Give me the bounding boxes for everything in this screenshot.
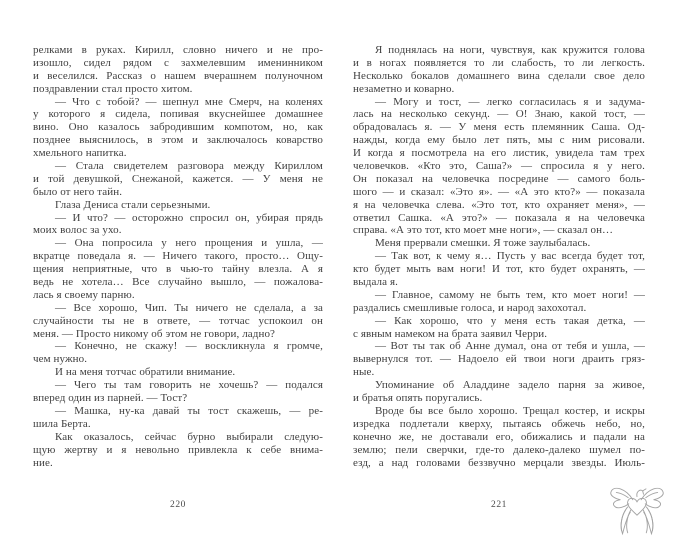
text-line: — Чего ты там говорить не хочешь? — подался (55, 379, 323, 392)
text-line: — Что с тобой? — шепнул мне Смерч, на коленях (55, 95, 323, 108)
text-line: Глаза Дениса стали серьезными. (55, 198, 211, 211)
left-page-number: 220 (169, 500, 187, 510)
text-line: шила Берта. (33, 417, 91, 430)
text-line: меня. — Просто никому об этом не говори, ладно? (33, 327, 276, 340)
text-line: чем нужно. (33, 353, 88, 366)
text-line: — Могу и тост, — легко согласилась я и задума- (375, 95, 645, 108)
text-line: ответил Сашка. «А это?» — показала я на человечка (353, 211, 645, 224)
text-line: вперед один из парней. — Тост? (33, 392, 188, 405)
text-line: ные. (353, 366, 375, 379)
winged-heart-ornament-icon (606, 480, 668, 538)
text-line: релками в руках. Кирилл, словно ничего и не про- (33, 44, 323, 56)
text-line: Меня прервали смешки. Я тоже заулыбалась. (375, 237, 591, 250)
text-line: с явным намеком на брата заявил Черри. (353, 327, 548, 340)
text-line: обрадовалась я. — У меня есть племянник Саша. Од- (353, 121, 645, 134)
text-line: Он показал на человечка посредине — самого боль- (353, 172, 645, 185)
text-line: раздались смешливые голоса, и народ захохотал. (353, 301, 587, 314)
text-line: хмельного напитка. (33, 147, 127, 160)
text-line: я на человечка слева. «Это тот, кто охраняет меня», — (353, 198, 645, 211)
text-line: — И что? — осторожно спросил он, убирая прядь (55, 211, 323, 224)
text-line: лась на несколько секунд. — О! Знаю, какой тост, — (353, 108, 645, 121)
text-line: незаметно и коварно. (353, 82, 455, 95)
text-line: Вроде бы все было хорошо. Трещал костер, и искры (375, 404, 645, 417)
text-line: И на меня тотчас обратили внимание. (55, 366, 236, 379)
text-line: вывернулся тот. — Надоело ей твои ноги драить гряз- (353, 353, 645, 366)
text-line: и братья опять поругались. (353, 392, 483, 405)
text-line: и той девушкой, Снежаной, кажется. — У меня не (33, 172, 323, 185)
text-line: шого — и сказал: «Это я». — «А это кто?» — показала (353, 185, 645, 198)
text-line: землю; пели сверчки, где-то далеко-далеко шумел по- (353, 443, 645, 456)
text-line: и веселился. Рассказ о нашем вчерашнем полуночном (33, 69, 323, 82)
text-line: — Все хорошо, Чип. Ты ничего не сделала, а за (55, 301, 323, 314)
text-line: — Вот ты так об Анне думал, она от тебя и ушла, — (375, 340, 645, 353)
right-page-text (353, 44, 645, 469)
text-line: — Конечно, не скажу! — воскликнула я громче, (55, 340, 323, 353)
text-line: Упоминание об Аладдине задело парня за живое, (375, 379, 645, 392)
right-page-number: 221 (490, 500, 508, 510)
text-line: — Так вот, к чему я… Пусть у вас всегда будет тот, (375, 250, 645, 263)
text-line: ние. (33, 456, 53, 469)
text-line: моих волос за ухо. (33, 224, 122, 237)
text-line: было от него тайн. (33, 185, 123, 198)
text-line: вино. Оно казалось забродившим компотом, но, как (33, 121, 323, 134)
text-line: выдала я. (353, 276, 398, 289)
text-line: И когда я посмотрела на его листик, увидела там трех (353, 147, 645, 160)
text-line: у которого я сидела, попивая вкуснейшее домашнее (33, 108, 323, 121)
text-line: человечков. «Кто это, Саша?» — спросила я у него. (353, 160, 645, 173)
text-line: справа. «А это тот, кто моет мне ноги», — сказал он… (353, 224, 614, 237)
text-line: изредка подлетали кверху, пытаясь обжечь небо, но, (353, 417, 645, 430)
text-line: нажды, когда ему было лет пять, мы с ним рисовали. (353, 134, 645, 147)
text-line: лась я своему парню. (33, 288, 135, 301)
text-line: изошло, сидел рядом с захмелевшим именинником (33, 56, 323, 69)
text-line: поздравлении стал просто хитом. (33, 82, 193, 95)
text-line: — Стала свидетелем разговора между Кириллом (55, 160, 323, 173)
text-line: щения неприятные, что в чью-то тайну влезла. А я (33, 263, 323, 276)
text-line: Я поднялась на ноги, чувствуя, как кружится голова (375, 44, 645, 56)
text-line: — Главное, самому не быть тем, кто моет ноги! — (375, 288, 645, 301)
text-line: кто будет мыть вам ноги! И тот, кто будет охранять, — (353, 263, 645, 276)
text-line: ведь не хотела… Все случайно вышло, — пожалова- (33, 276, 323, 289)
left-page-text (33, 44, 323, 469)
text-line: случайности ты не в ответе, — тотчас успокоил он (33, 314, 323, 327)
text-line: и в ногах появляется то ли слабость, то ли легкость. (353, 56, 645, 69)
text-line: Как оказалось, сейчас бурно выбирали следую- (55, 430, 323, 443)
text-line: конечно же, не доставали его, обижались и падали на (353, 430, 645, 443)
text-line: езд, а над головами беззвучно мерцали звезды. Июль- (353, 456, 645, 469)
text-line: щую жертву и я невольно привлекла к себе внима- (33, 443, 323, 456)
text-line: позднее выяснилось, в этом и заключалось коварство (33, 134, 323, 147)
text-line: Несколько бокалов домашнего вина сделали свое дело (353, 69, 645, 82)
text-line: — Она попросила у него прощения и ушла, — (55, 237, 323, 250)
text-line: вкратце поведала я. — Ничего такого, просто… Ощу- (33, 250, 323, 263)
text-line: — Как хорошо, что у меня есть такая детка, — (375, 314, 645, 327)
text-line: — Машка, ну-ка давай ты тост скажешь, — ре- (55, 404, 323, 417)
